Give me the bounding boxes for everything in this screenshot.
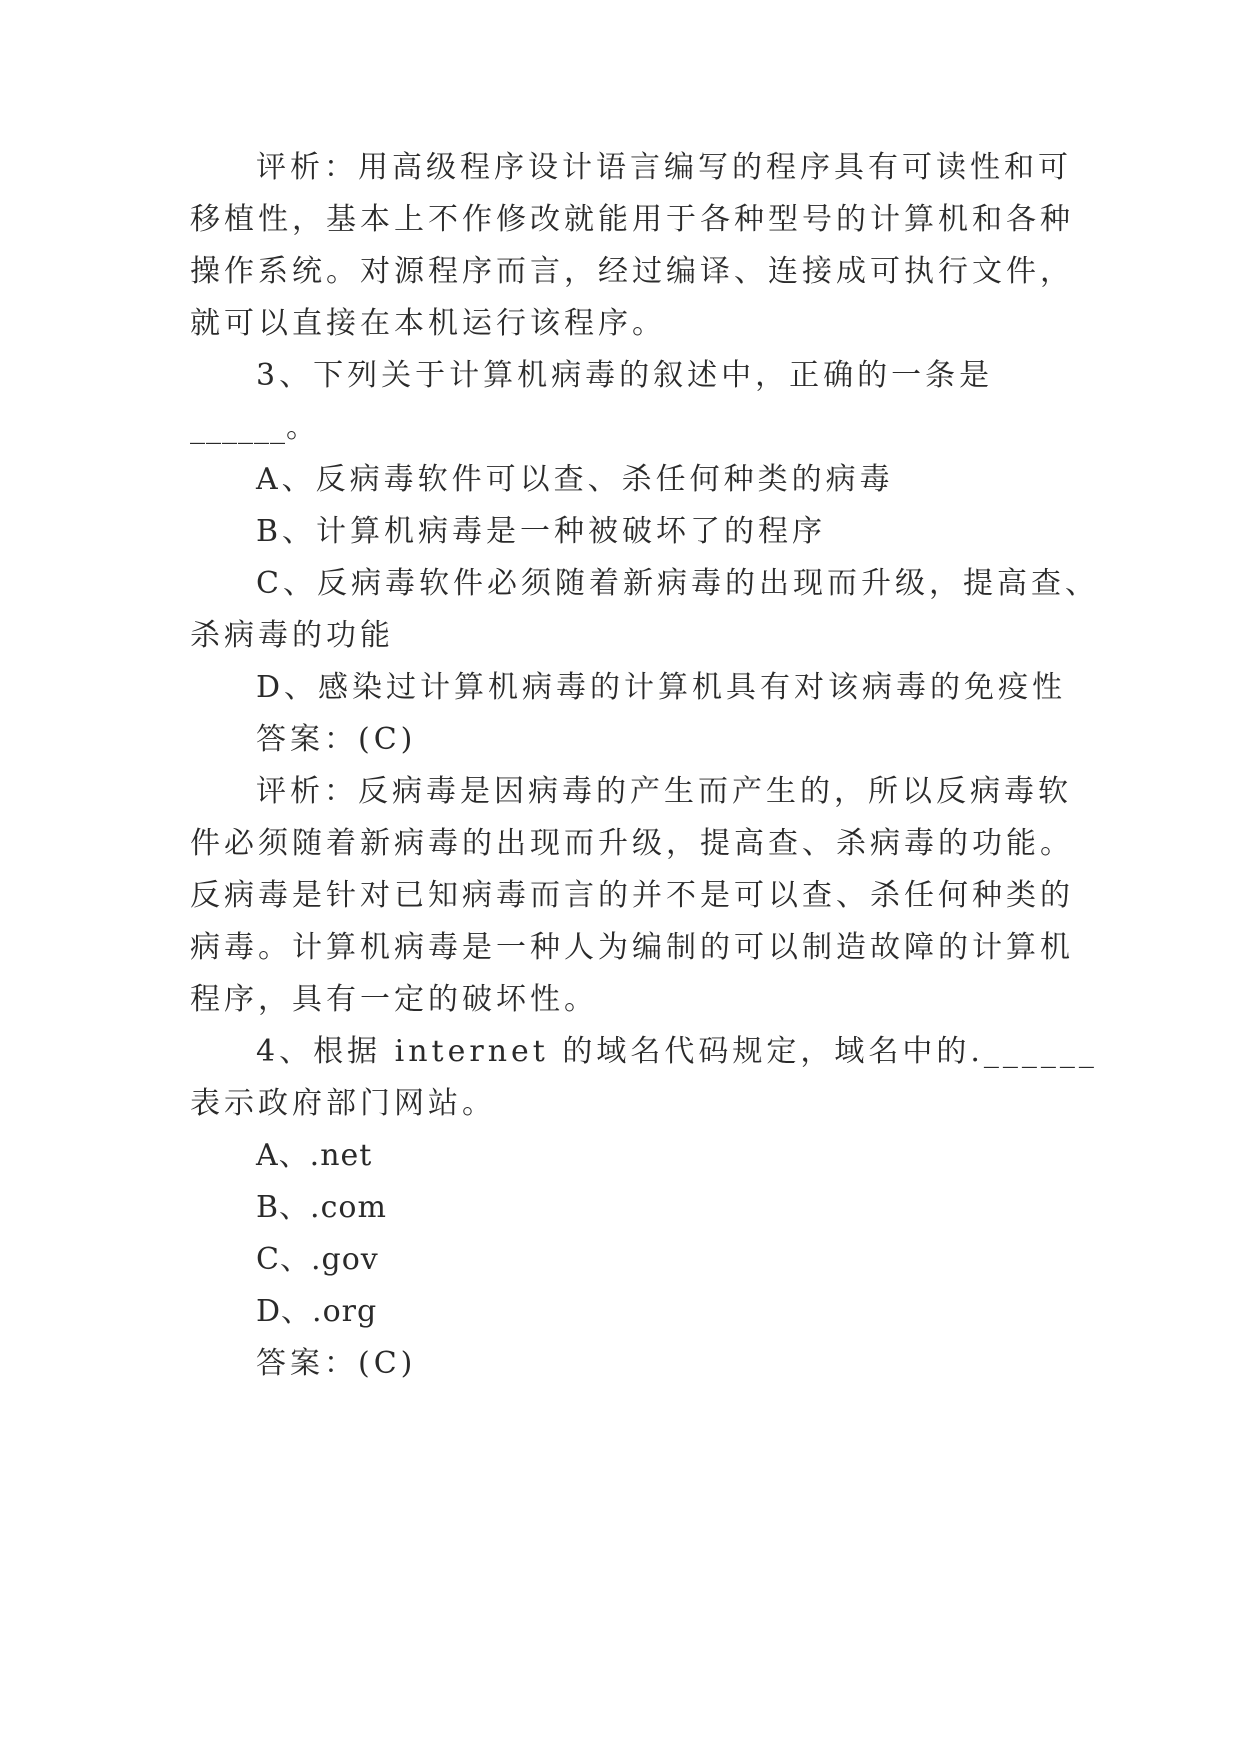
analysis-q3-line-4: 病毒。计算机病毒是一种人为编制的可以制造故障的计算机 <box>190 930 1074 965</box>
question-4-option-c: C、.gov <box>256 1242 379 1277</box>
question-3-option-a: A、反病毒软件可以查、杀任何种类的病毒 <box>256 462 894 497</box>
analysis-q3-line-1: 评析：反病毒是因病毒的产生而产生的，所以反病毒软 <box>256 774 1072 809</box>
question-4-line-1: 4、根据 internet 的域名代码规定，域名中的.______ <box>256 1034 1098 1069</box>
question-3-option-b: B、计算机病毒是一种被破坏了的程序 <box>256 514 827 549</box>
question-3-option-d: D、感染过计算机病毒的计算机具有对该病毒的免疫性 <box>256 670 1067 705</box>
question-3-answer: 答案：(C) <box>256 722 417 757</box>
analysis-q3-line-2: 件必须随着新病毒的出现而升级，提高查、杀病毒的功能。 <box>190 826 1074 861</box>
question-4-option-a: A、.net <box>256 1138 373 1173</box>
analysis-q3-line-3: 反病毒是针对已知病毒而言的并不是可以查、杀任何种类的 <box>190 878 1074 913</box>
question-3-option-c-line-1: C、反病毒软件必须随着新病毒的出现而升级，提高查、 <box>256 566 1099 601</box>
question-4-answer: 答案：(C) <box>256 1346 417 1381</box>
question-3-blank: ______。 <box>190 410 317 445</box>
analysis-q3-line-5: 程序，具有一定的破坏性。 <box>190 982 598 1017</box>
analysis-q2-line-4: 就可以直接在本机运行该程序。 <box>190 306 666 341</box>
question-4-line-2: 表示政府部门网站。 <box>190 1086 496 1121</box>
question-4-option-d: D、.org <box>256 1294 378 1329</box>
question-4-option-b: B、.com <box>256 1190 387 1225</box>
analysis-q2-line-3: 操作系统。对源程序而言，经过编译、连接成可执行文件， <box>190 254 1074 289</box>
question-3-line-1: 3、下列关于计算机病毒的叙述中，正确的一条是 <box>256 358 994 393</box>
question-3-option-c-line-2: 杀病毒的功能 <box>190 618 394 653</box>
analysis-q2-line-1: 评析：用高级程序设计语言编写的程序具有可读性和可 <box>256 150 1072 185</box>
analysis-q2-line-2: 移植性，基本上不作修改就能用于各种型号的计算机和各种 <box>190 202 1074 237</box>
